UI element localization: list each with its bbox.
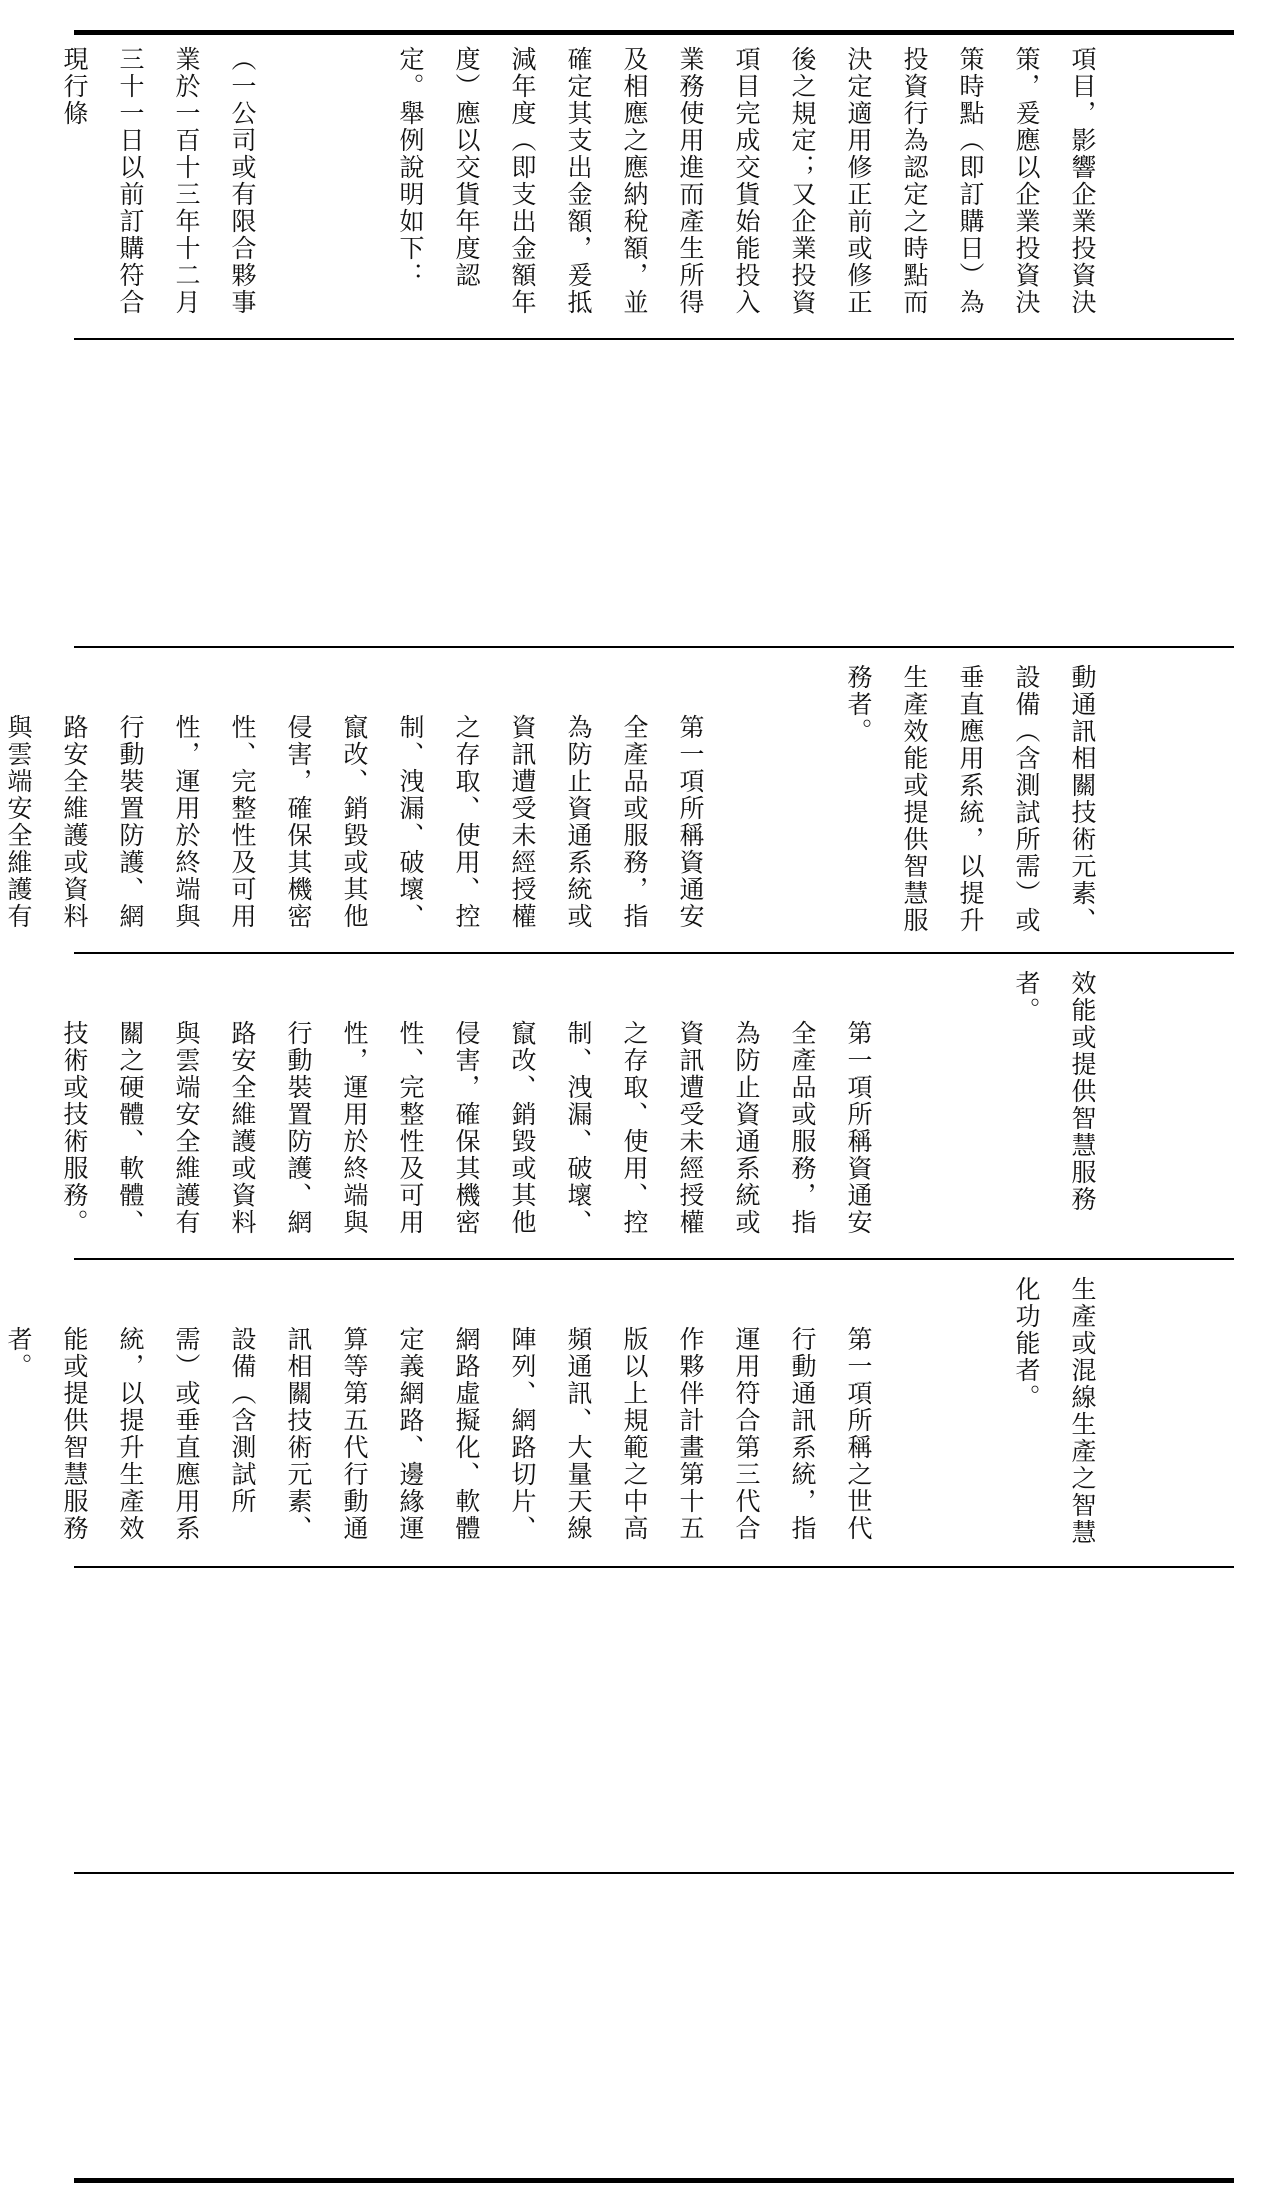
row-divider	[74, 1258, 1234, 1260]
row-divider	[74, 952, 1234, 954]
row-3-paragraph-2: 第一項所稱資通安全產品或服務，指為防止資通系統或資訊遭受未經授權之存取、使用、控制、洩漏、破壞、竄改、銷毀或其他侵害，確保其機密性、完整性及可用性，運用於終端與行動裝置防護、網路安全維護或資料與雲端安全維護有	[4, 714, 705, 930]
row-2-text	[102, 356, 1222, 636]
row-divider	[74, 338, 1234, 340]
row-5-paragraph-1: 生產或混線生產之智慧化功能者。	[1012, 1276, 1097, 1546]
row-1-paragraph-1: 項目，影響企業投資決策，爰應以企業投資決策時點（即訂購日）為投資行為認定之時點而決定適用修正前或修正後之規定；又企業投資項目完成交貨始能投入業務使用進而產生所得及相應之應納稅額，並確定其支出金額，爰抵減年度（即支出金額年度）應以交貨年度認定。舉例說明如下：	[396, 46, 1097, 316]
row-5-paragraph-2: 第一項所稱之世代行動通訊系統，指運用符合第三代合作夥伴計畫第十五版以上規範之中高頻通訊、大量天線陣列、網路切片、網路虛擬化、軟體定義網路、邊緣運算等第五代行動通訊相關技術元素、設備（含測試所需）或垂直應用系統，以提升生產效能或提供智慧服務者。	[4, 1326, 873, 1542]
row-4-paragraph-2: 第一項所稱資通安全產品或服務，指為防止資通系統或資訊遭受未經授權之存取、使用、控制、洩漏、破壞、竄改、銷毀或其他侵害，確保其機密性、完整性及可用性，運用於終端與行動裝置防護、網路安全維護或資料與雲端安全維護有關之硬體、軟體、技術或技術服務。	[60, 1020, 873, 1236]
row-divider	[74, 646, 1234, 648]
row-1-text	[60, 46, 1222, 336]
row-3-text	[4, 664, 1222, 942]
bottom-rule	[74, 2178, 1234, 2183]
row-1-paragraph-2: （一公司或有限合夥事業於一百十三年十二月三十一日以前訂購符合現行條	[60, 46, 257, 316]
row-divider	[74, 1566, 1234, 1568]
row-6-text	[102, 1584, 1222, 1864]
row-7-text	[102, 1890, 1222, 2170]
row-4-text	[60, 970, 1222, 1250]
row-divider	[74, 1872, 1234, 1874]
row-5-text	[4, 1276, 1222, 1556]
row-3-paragraph-1: 動通訊相關技術元素、設備（含測試所需）或垂直應用系統，以提升生產效能或提供智慧服務者。	[844, 664, 1097, 934]
row-4-paragraph-1: 效能或提供智慧服務者。	[1012, 970, 1097, 1213]
top-rule	[74, 30, 1234, 35]
